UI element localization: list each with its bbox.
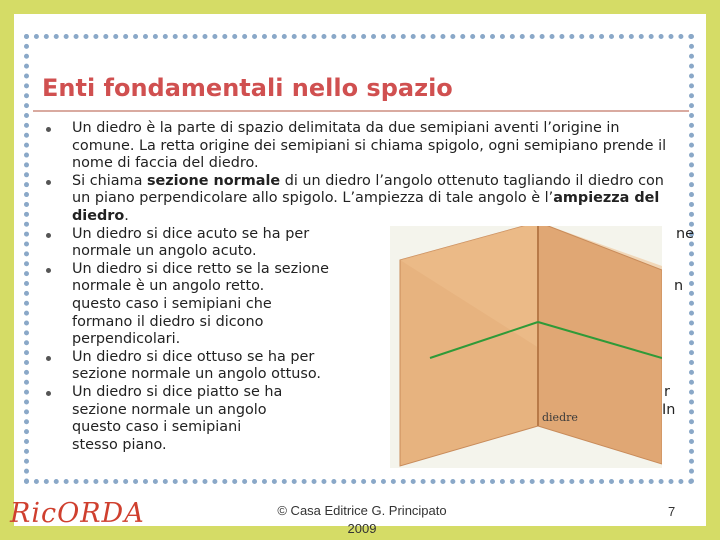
copyright-notice: © Casa Editrice G. Principato 2009: [277, 503, 447, 536]
keyword-sezione-normale: sezione normale: [146, 172, 281, 189]
bullet-icon: [46, 233, 51, 238]
bullet-icon: [46, 391, 51, 396]
bullet-icon: [46, 268, 51, 273]
keyword-diedro: diedro: [96, 120, 142, 136]
figure-label: diedre: [542, 411, 578, 424]
keyword-perpendicolari: perpendicolari: [72, 331, 176, 348]
keyword-piatto: piatto: [196, 383, 239, 400]
keyword-retto: retto: [196, 260, 232, 277]
text-fragment: n: [674, 278, 684, 295]
text-fragment: ne: [676, 225, 694, 242]
text-fragment: r: [664, 383, 670, 400]
list-item: Un diedro si dice retto se la sezione normale è un angolo retto. n questo caso i semipiani che formano il diedro si dicono perpendicolari.: [42, 261, 682, 349]
title-divider: [33, 110, 689, 112]
list-item: Un diedro si dice acuto se ha per ne normale un angolo acuto.: [42, 226, 682, 261]
list-item: Un diedro si dice piatto se ha r sezione normale un angolo In questo caso i semipiani stesso piano.: [42, 384, 682, 454]
keyword-ampiezza-diedro: ampiezza del diedro: [72, 190, 660, 224]
bullet-icon: [46, 127, 51, 132]
keyword-ottuso: ottuso: [196, 348, 243, 365]
dihedral-drawing: [390, 226, 662, 468]
list-item: Un diedro è la parte di spazio delimitata da due semipiani aventi l’origine in comune. La retta origine dei semipiani si chiama spigolo, ogni semipiano prende il nome di faccia del diedro.: [42, 120, 682, 173]
list-item: Si chiama sezione normale di un diedro l’angolo ottenuto tagliando il diedro con un piano perpendicolare allo spigolo. L’ampiezza di tale angolo è l’ampiezza del diedro.: [42, 173, 682, 226]
page-number: 7: [668, 504, 676, 519]
bullet-icon: [46, 180, 51, 185]
list-item: Un diedro si dice ottuso se ha per sezione normale un angolo ottuso.: [42, 349, 682, 384]
text-fragment: In: [662, 401, 676, 418]
keyword-faccia: faccia: [135, 155, 178, 172]
keyword-spigolo: spigolo: [427, 137, 480, 154]
keyword-acuto: acuto: [196, 225, 238, 242]
ricorda-logo: RicORDA: [10, 498, 145, 529]
slide-title: Enti fondamentali nello spazio: [42, 74, 453, 102]
bullet-icon: [46, 356, 51, 361]
dihedral-illustration: [390, 226, 662, 468]
